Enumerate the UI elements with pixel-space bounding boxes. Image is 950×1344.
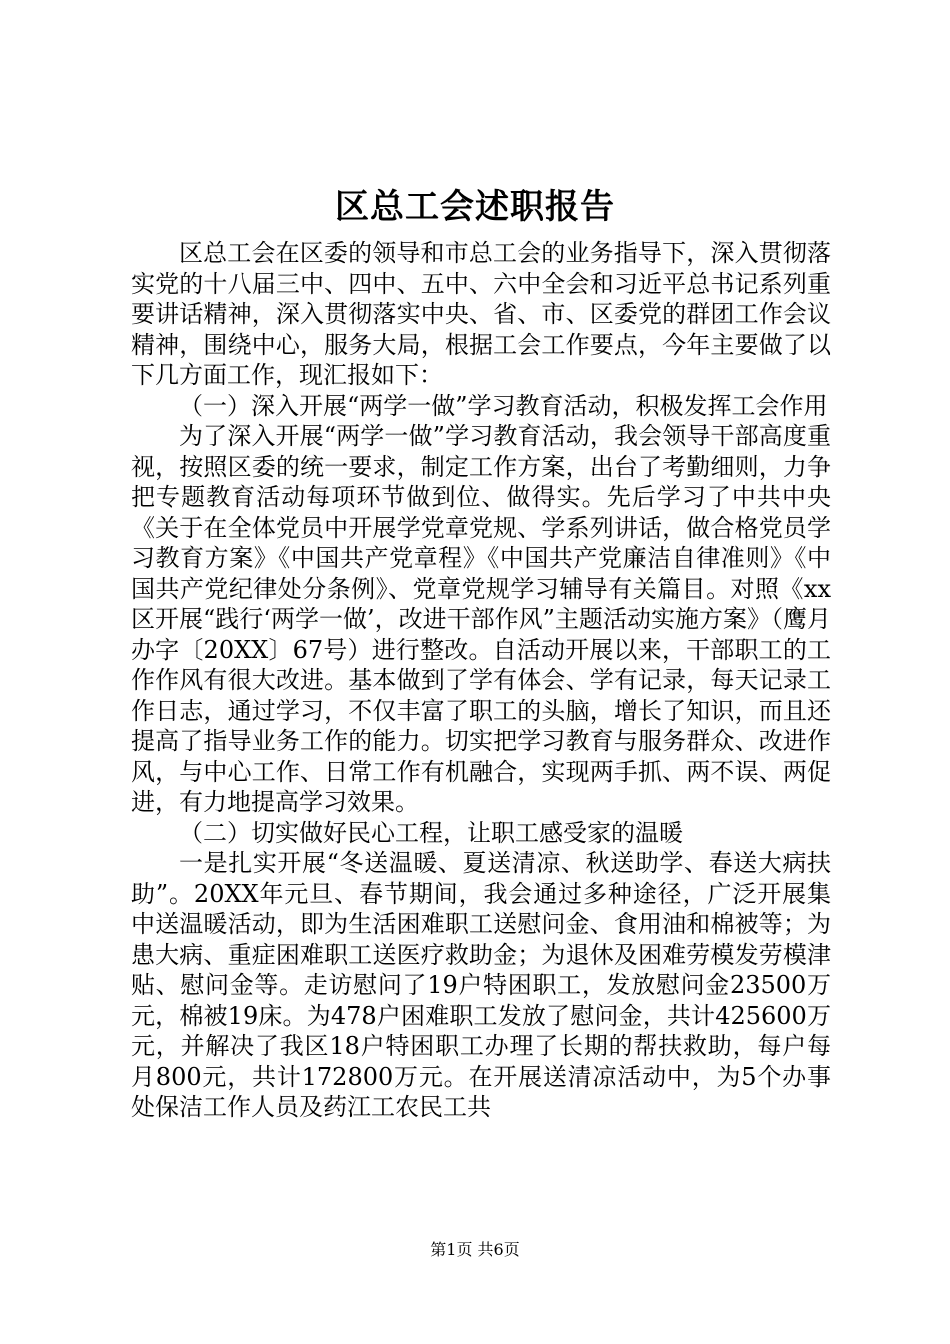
document-body: [131, 238, 831, 1123]
paragraph-study-education: 为了深入开展“两学一做”学习教育活动，我会领导干部高度重视，按照区委的统一要求，制定工作方案，出台了考勤细则，力争把专题教育活动每项环节做到位、做得实。先后学习了中共中央《关于在全体党员中开展学党章党规、学系列讲话，做合格党员学习教育方案》《中国共产党章程》《中国共产党廉洁自律准则》《中国共产党纪律处分条例》、党章党规学习辅导有关篇目。对照《xx区开展“践行‘两学一做’，改进干部作风”主题活动实施方案》（鹰月办字〔20XX〕67号）进行整改。自活动开展以来，干部职工的工作作风有很大改进。基本做到了学有体会、学有记录，每天记录工作日志，通过学习，不仅丰富了职工的头脑，增长了知识，而且还提高了指导业务工作的能力。切实把学习教育与服务群众、改进作风，与中心工作、日常工作有机融合，实现两手抓、两不误、两促进，有力地提高学习效果。: [131, 422, 831, 816]
paragraph-warmth-activities: 一是扎实开展“冬送温暖、夏送清凉、秋送助学、春送大病扶助”。20XX年元旦、春节期间，我会通过多种途径，广泛开展集中送温暖活动，即为生活困难职工送慰问金、食用油和棉被等；为患大病、重症困难职工送医疗救助金；为退休及困难劳模发劳模津贴、慰问金等。走访慰问了19户特困职工，发放慰问金23500万元，棉被19床。为478户困难职工发放了慰问金，共计425600万元，并解决了我区18户特困职工办理了长期的帮扶救助，每户每月800元，共计172800万元。在开展送清凉活动中，为5个办事处保洁工作人员及药江工农民工共: [131, 849, 831, 1121]
document-title: 区总工会述职报告: [335, 187, 615, 227]
section-heading-2: （二）切实做好民心工程，让职工感受家的温暖: [179, 818, 683, 847]
paragraph-intro: 区总工会在区委的领导和市总工会的业务指导下，深入贯彻落实党的十八届三中、四中、五中、六中全会和习近平总书记系列重要讲话精神，深入贯彻落实中央、省、市、区委党的群团工作会议精神，围绕中心，服务大局，根据工会工作要点，今年主要做了以下几方面工作，现汇报如下：: [131, 239, 831, 389]
page-footer: 第1页 共6页: [430, 1240, 520, 1259]
section-heading-1: （一）深入开展“两学一做”学习教育活动，积极发挥工会作用: [179, 391, 828, 420]
